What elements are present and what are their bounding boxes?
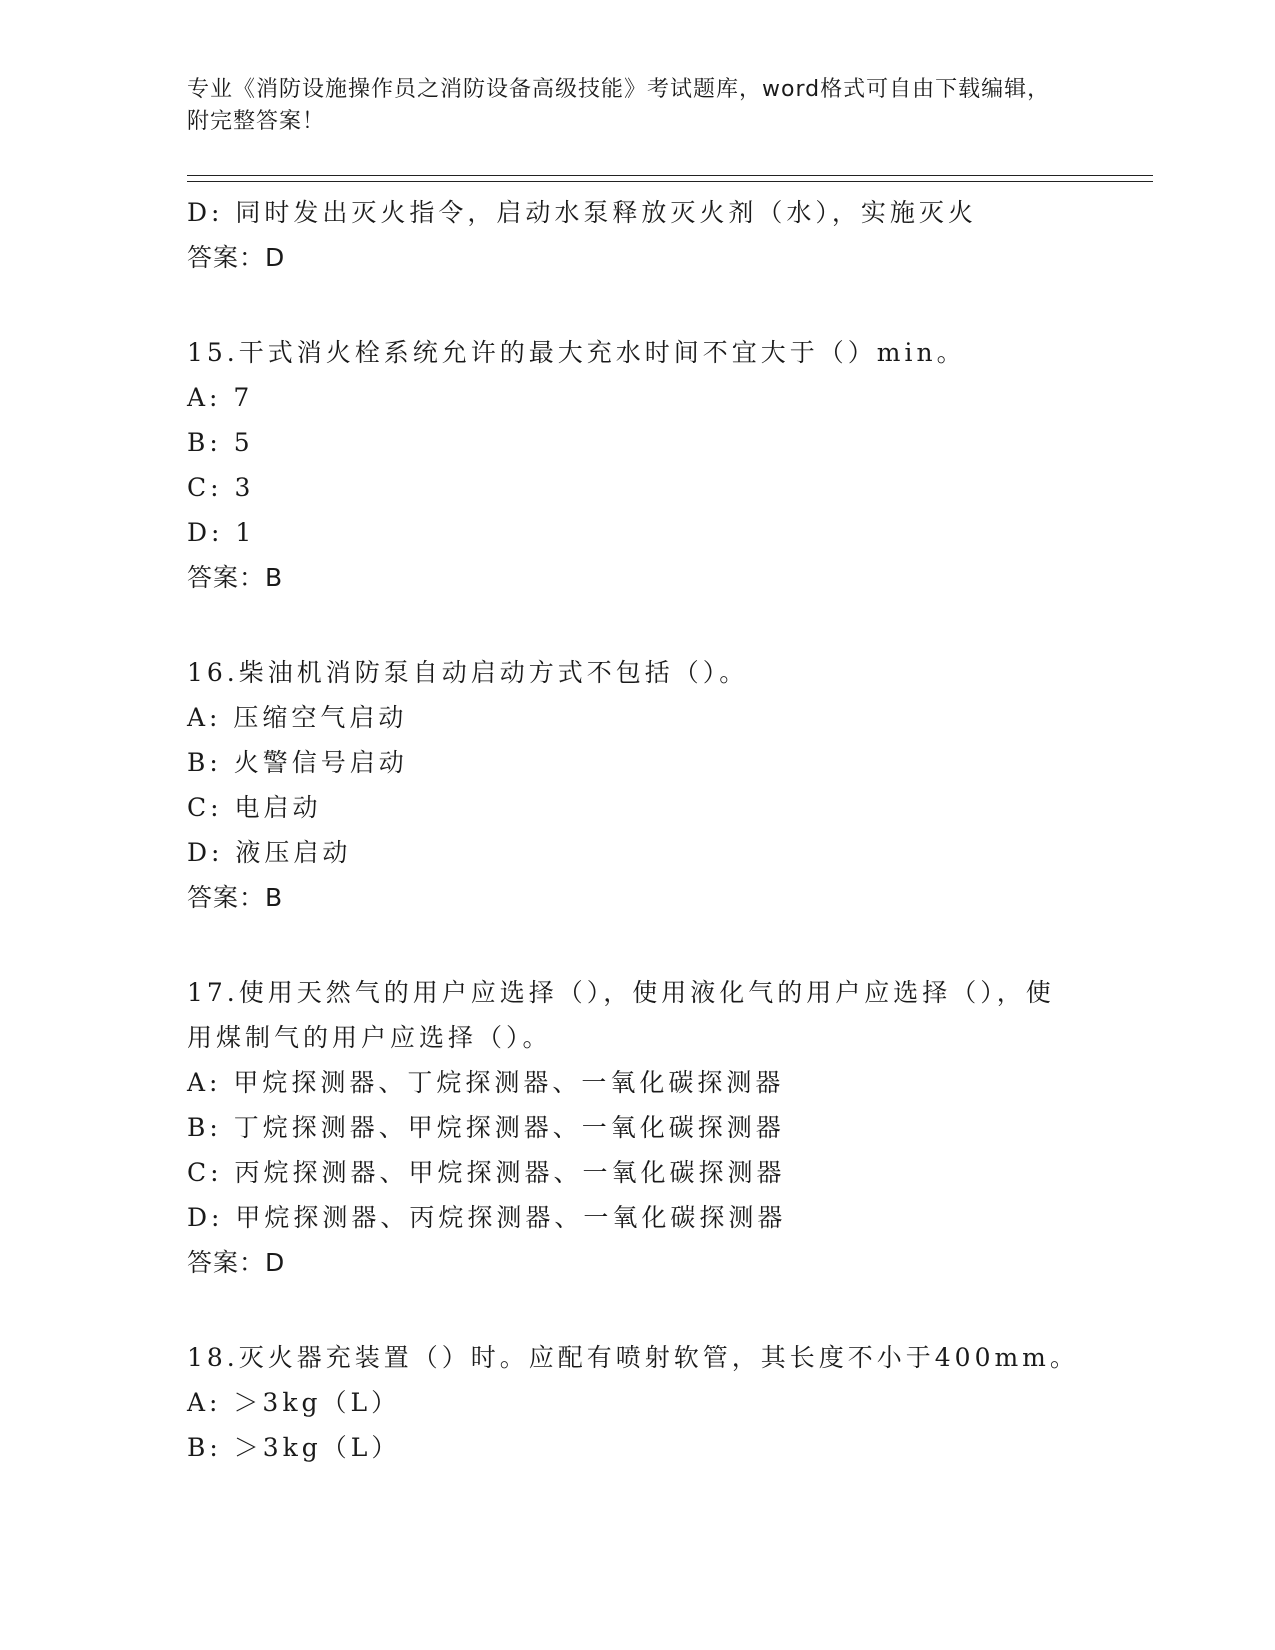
question-answer: 答案：B: [187, 563, 284, 592]
question-stem: 16.柴油机消防泵自动启动方式不包括（）。: [187, 658, 749, 687]
option-c: C: 丙烷探测器、甲烷探测器、一氧化碳探测器: [187, 1158, 786, 1187]
option-d: D: 液压启动: [187, 838, 352, 867]
document-header: 专业《消防设施操作员之消防设备高级技能》考试题库，word格式可自由下载编辑，附完整答案！: [187, 77, 1051, 134]
option-b: B: ＞3kg（L）: [187, 1433, 401, 1462]
question-answer: 答案：D: [187, 1248, 286, 1277]
question-16: [187, 650, 1087, 920]
question-stem: 18.灭火器充装置（）时。应配有喷射软管，其长度不小于400mm。: [187, 1343, 1079, 1372]
header-rule-top: [187, 175, 1153, 176]
option-d: D: 1: [187, 518, 256, 547]
option-d: D: 甲烷探测器、丙烷探测器、一氧化碳探测器: [187, 1203, 787, 1232]
prev-option-d: D: 同时发出灭火指令，启动水泵释放灭火剂（水），实施灭火: [187, 198, 977, 227]
question-18: [187, 1335, 1087, 1470]
option-c: C: 电启动: [187, 793, 322, 822]
question-content: [187, 190, 1087, 1470]
option-b: B: 丁烷探测器、甲烷探测器、一氧化碳探测器: [187, 1113, 785, 1142]
question-stem: 17.使用天然气的用户应选择（），使用液化气的用户应选择（），使用煤制气的用户应选择（）。: [187, 978, 1055, 1052]
header-rule-bottom: [187, 181, 1153, 182]
option-a: A: 甲烷探测器、丁烷探测器、一氧化碳探测器: [187, 1068, 785, 1097]
question-answer: 答案：B: [187, 883, 284, 912]
question-stem: 15.干式消火栓系统允许的最大充水时间不宜大于（）min。: [187, 338, 966, 367]
question-15: [187, 330, 1087, 600]
option-a: A: ＞3kg（L）: [187, 1388, 401, 1417]
option-c: C: 3: [187, 473, 255, 502]
question-17: [187, 970, 1087, 1285]
prev-answer: 答案：D: [187, 243, 286, 272]
option-b: B: 5: [187, 428, 254, 457]
option-a: A: 压缩空气启动: [187, 703, 408, 732]
option-a: A: 7: [187, 383, 254, 412]
option-b: B: 火警信号启动: [187, 748, 408, 777]
